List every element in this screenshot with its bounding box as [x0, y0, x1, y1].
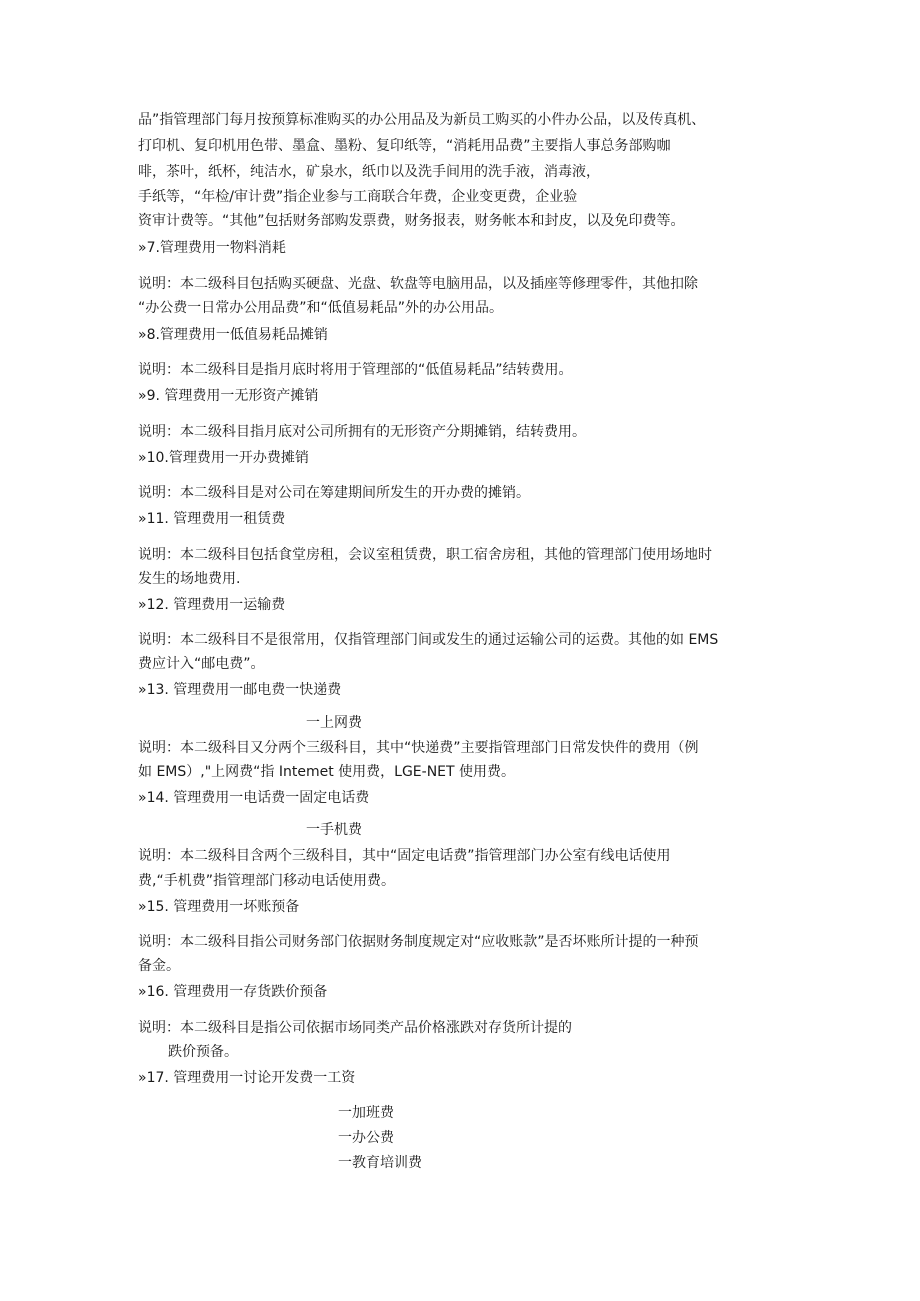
- section-text: 跌价预备。: [168, 1044, 238, 1060]
- intro-line: 品”指管理部门每月按预算标准购买的办公用品及为新员工购买的小件办公品，以及传真机、: [138, 112, 706, 128]
- section-heading: »12. 管理费用一运输费: [138, 597, 286, 613]
- section-heading: »14. 管理费用一电话费一固定电话费: [138, 790, 370, 806]
- section-text: 说明：本二级科目是对公司在筹建期间所发生的开办费的摊销。: [138, 485, 530, 501]
- section-subitem: 一办公费: [338, 1130, 394, 1146]
- section-text: 费应计入“邮电费”。: [138, 656, 265, 672]
- section-text: 费,“手机费”指管理部门移动电话使用费。: [138, 873, 395, 889]
- section-subitem: 一加班费: [338, 1105, 394, 1121]
- section-heading: »13. 管理费用一邮电费一快递费: [138, 682, 342, 698]
- section-text: 说明：本二级科目是指公司依据市场同类产品价格涨跌对存货所计提的: [138, 1020, 572, 1036]
- section-text: 说明：本二级科目又分两个三级科目，其中“快递费”主要指管理部门日常发快件的费用（例: [138, 740, 699, 756]
- section-text: 说明：本二级科目不是很常用，仅指管理部门间或发生的通过运输公司的运费。其他的如 EMS: [138, 632, 719, 648]
- section-text: 如 EMS）,"上网费“指 Intemet 使用费，LGE-NET 使用费。: [138, 764, 516, 780]
- section-text: 说明：本二级科目指月底对公司所拥有的无形资产分期摊销，结转费用。: [138, 424, 586, 440]
- section-text: 备金。: [138, 958, 180, 974]
- section-text: “办公费一日常办公用品费”和“低值易耗品”外的办公用品。: [138, 300, 504, 316]
- section-subitem: 一教育培训费: [338, 1155, 422, 1171]
- section-text: 说明：本二级科目含两个三级科目，其中“固定电话费”指管理部门办公室有线电话使用: [138, 848, 671, 864]
- section-heading: »11. 管理费用一租赁费: [138, 511, 286, 527]
- section-text: 说明：本二级科目包括购买硬盘、光盘、软盘等电脑用品，以及插座等修理零件，其他扣除: [138, 276, 698, 292]
- section-heading: »16. 管理费用一存货跌价预备: [138, 984, 328, 1000]
- section-heading: »17. 管理费用一讨论开发费一工资: [138, 1070, 356, 1086]
- intro-line: 手纸等，“年检/审计费”指企业参与工商联合年费，企业变更费，企业验: [138, 189, 578, 205]
- section-heading: »8.管理费用一低值易耗品摊销: [138, 327, 328, 343]
- section-text: 说明：本二级科目指公司财务部门依据财务制度规定对“应收账款”是否坏账所计提的一种预: [138, 934, 699, 950]
- section-text: 说明：本二级科目包括食堂房租，会议室租赁费，职工宿舍房租，其他的管理部门使用场地时: [138, 547, 712, 563]
- section-subitem: 一上网费: [306, 715, 362, 731]
- section-subitem: 一手机费: [306, 822, 362, 838]
- section-heading: »15. 管理费用一坏账预备: [138, 899, 300, 915]
- section-heading: »7.管理费用一物料消耗: [138, 240, 286, 256]
- section-heading: »9. 管理费用一无形资产摊销: [138, 388, 319, 404]
- intro-line: 啡，茶叶，纸杯，纯洁水，矿泉水，纸巾以及洗手间用的洗手液，消毒液，: [138, 164, 600, 180]
- intro-line: 资审计费等。“其他”包括财务部购发票费，财务报表，财务帐本和封皮，以及免印费等。: [138, 213, 685, 229]
- section-text: 发生的场地费用.: [138, 571, 241, 587]
- section-heading: »10.管理费用一开办费摊销: [138, 450, 309, 466]
- section-text: 说明：本二级科目是指月底时将用于管理部的“低值易耗品”结转费用。: [138, 362, 573, 378]
- intro-line: 打印机、复印机用色带、墨盒、墨粉、复印纸等，“消耗用品费”主要指人事总务部购咖: [138, 138, 671, 154]
